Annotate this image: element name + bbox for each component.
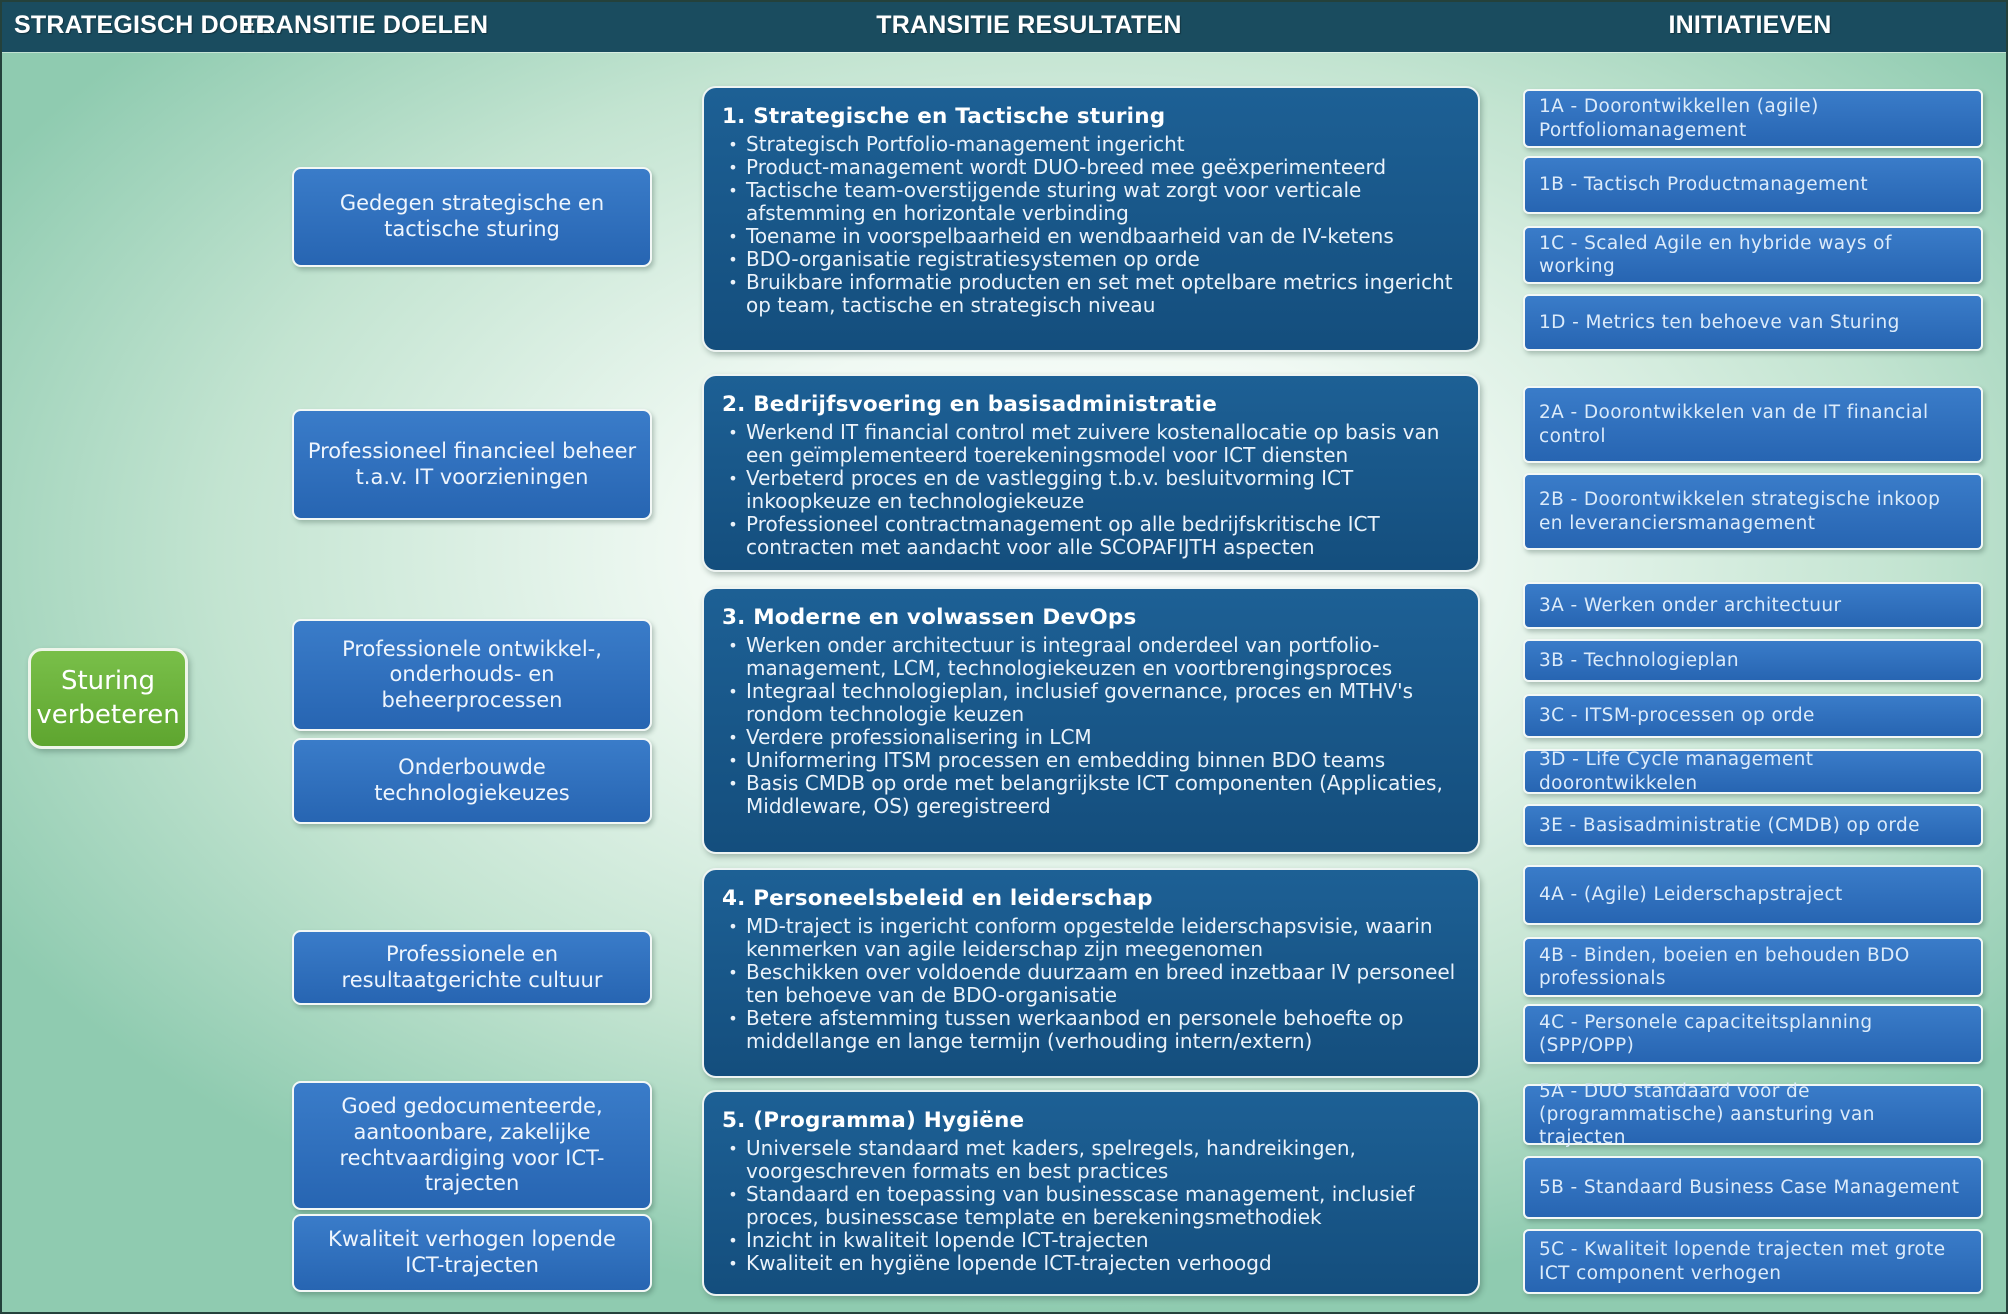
initiative-box	[1523, 156, 1983, 214]
result-bullet	[720, 225, 1456, 248]
initiative-label: 1B - Tactisch Productmanagement	[1539, 174, 1869, 196]
initiative-box	[1523, 749, 1983, 794]
result-bullet	[720, 961, 1456, 1007]
result-bullet-text: Universele standaard met kaders, spelregels, handreikingen, voorgeschreven formats en best practices	[746, 1136, 1356, 1183]
bullet-icon: •	[728, 1185, 738, 1204]
result-title: 1. Strategische en Tactische sturing	[722, 104, 1166, 129]
initiative-label: 4B - Binden, boeien en behouden BDO professionals	[1539, 944, 1910, 989]
bullet-icon: •	[728, 963, 738, 982]
initiative-box	[1523, 694, 1983, 738]
result-bullet	[720, 1183, 1456, 1229]
initiative-box	[1523, 1080, 1983, 1149]
transition-goal-box	[292, 930, 652, 1005]
result-bullet	[720, 421, 1456, 467]
transition-goal-box	[292, 738, 652, 824]
transition-goal-label: Professioneel financieel beheer t.a.v. IT voorzieningen	[307, 438, 637, 489]
transition-goal-label: Professionele en resultaatgerichte cultuur	[341, 941, 603, 992]
initiative-box	[1523, 294, 1983, 351]
bullet-icon: •	[728, 273, 738, 292]
bullet-icon: •	[728, 469, 738, 488]
result-bullet-text: Product-management wordt DUO-breed mee geëxperimenteerd	[746, 155, 1387, 179]
result-bullet-text: Tactische team-overstijgende sturing wat zorgt voor verticale afstemming en horizontale verbinding	[746, 178, 1362, 225]
initiative-box	[1523, 804, 1983, 847]
transition-goal-label: Goed gedocumenteerde, aantoonbare, zakelijke rechtvaardiging voor ICT-trajecten	[339, 1094, 605, 1196]
bullet-icon: •	[728, 423, 738, 442]
result-bullet	[720, 634, 1456, 680]
initiative-box	[1523, 1156, 1983, 1219]
bullet-icon: •	[728, 250, 738, 269]
initiative-box	[1523, 865, 1983, 925]
column-header-transitie-resultaten: TRANSITIE RESULTATEN	[876, 11, 1182, 39]
result-bullet	[720, 179, 1456, 225]
transition-goal-label: Professionele ontwikkel-, onderhouds- en beheerprocessen	[342, 636, 602, 712]
initiative-label: 4C - Personele capaciteitsplanning (SPP/OPP)	[1539, 1011, 1873, 1056]
result-bullet-text: Professioneel contractmanagement op alle bedrijfskritische ICT contracten met aandacht voor alle SCOPAFIJTH aspecten	[746, 512, 1380, 559]
bullet-icon: •	[728, 636, 738, 655]
result-bullet-text: Kwaliteit en hygiëne lopende ICT-trajecten verhoogd	[746, 1251, 1272, 1275]
initiative-label: 3E - Basisadministratie (CMDB) op orde	[1539, 814, 1920, 836]
initiative-label: 5C - Kwaliteit lopende trajecten met grote ICT component verhogen	[1539, 1239, 1946, 1284]
bullet-icon: •	[728, 181, 738, 200]
result-title: 5. (Programma) Hygiëne	[722, 1108, 1025, 1133]
bullet-icon: •	[728, 158, 738, 177]
result-bullet-text: BDO-organisatie registratiesystemen op orde	[746, 247, 1200, 271]
initiative-label: 3D - Life Cycle management doorontwikkelen	[1539, 749, 1814, 794]
header-bar	[2, 2, 2006, 52]
result-bullet	[720, 1229, 1456, 1252]
initiative-label: 1D - Metrics ten behoeve van Sturing	[1539, 311, 1900, 333]
transition-result-box	[702, 86, 1480, 352]
initiative-box	[1523, 1229, 1983, 1294]
initiative-box	[1523, 386, 1983, 463]
transition-goal-box	[292, 409, 652, 520]
transition-goal-label: Kwaliteit verhogen lopende ICT-trajecten	[328, 1227, 616, 1277]
bullet-icon: •	[728, 135, 738, 154]
strategic-goal-label: Sturing verbeteren	[36, 665, 180, 730]
result-bullet	[720, 1137, 1456, 1183]
result-bullet	[720, 467, 1456, 513]
transition-result-box	[702, 587, 1480, 854]
result-bullet-text: Beschikken over voldoende duurzaam en breed inzetbaar IV personeel ten behoeve van de BDO-organisatie	[746, 960, 1456, 1007]
result-bullet-text: Werken onder architectuur is integraal onderdeel van portfolio-management, LCM, technologiekeuzen en voortbrengingsproces	[746, 633, 1393, 680]
bullet-icon: •	[728, 227, 738, 246]
result-bullet	[720, 248, 1456, 271]
result-bullet	[720, 133, 1456, 156]
result-bullet-text: Inzicht in kwaliteit lopende ICT-trajecten	[746, 1228, 1149, 1252]
transition-goal-label: Onderbouwde technologiekeuzes	[374, 755, 570, 805]
transition-result-box	[702, 374, 1480, 572]
bullet-icon: •	[728, 728, 738, 747]
result-bullet	[720, 680, 1456, 726]
initiative-label: 5B - Standaard Business Case Management	[1539, 1176, 1960, 1198]
result-title: 2. Bedrijfsvoering en basisadministratie	[722, 392, 1217, 417]
result-bullet-text: Toename in voorspelbaarheid en wendbaarheid van de IV-ketens	[746, 224, 1394, 248]
result-bullet	[720, 271, 1456, 317]
result-bullet-text: Uniformering ITSM processen en embedding binnen BDO teams	[746, 748, 1386, 772]
initiative-box	[1523, 582, 1983, 629]
result-bullet	[720, 749, 1456, 772]
bullet-icon: •	[728, 1139, 738, 1158]
result-bullet-text: Werkend IT financial control met zuivere kostenallocatie op basis van een geïmplementeerd toerekeningsmodel voor ICT diensten	[746, 420, 1440, 467]
initiative-box	[1523, 1004, 1983, 1064]
transition-goal-box	[292, 1081, 652, 1210]
initiative-box	[1523, 639, 1983, 682]
transition-goal-box	[292, 167, 652, 267]
initiative-box	[1523, 937, 1983, 997]
bullet-icon: •	[728, 682, 738, 701]
transition-goal-box	[292, 1214, 652, 1292]
result-bullet	[720, 156, 1456, 179]
transition-goal-box	[292, 619, 652, 731]
result-bullet	[720, 915, 1456, 961]
result-bullet-text: MD-traject is ingericht conform opgestelde leiderschapsvisie, waarin kenmerken van agile leiderschap zijn meegenomen	[746, 914, 1433, 961]
result-bullet-text: Betere afstemming tussen werkaanbod en personele behoefte op middellange en lange termijn (verhouding intern/extern)	[746, 1006, 1404, 1053]
result-bullet	[720, 1252, 1456, 1275]
initiative-box	[1523, 89, 1983, 148]
result-title: 3. Moderne en volwassen DevOps	[722, 605, 1137, 630]
result-bullet-text: Verbeterd proces en de vastlegging t.b.v. besluitvorming ICT inkoopkeuze en technologiekeuze	[746, 466, 1354, 513]
result-bullet	[720, 513, 1456, 559]
result-bullet-text: Strategisch Portfolio-management ingericht	[746, 132, 1185, 156]
initiative-label: 2A - Doorontwikkelen van de IT financial control	[1539, 402, 1929, 447]
bullet-icon: •	[728, 1254, 738, 1273]
initiative-label: 4A - (Agile) Leiderschapstraject	[1539, 884, 1843, 906]
initiative-box	[1523, 226, 1983, 284]
transition-goal-label: Gedegen strategische en tactische sturing	[339, 191, 605, 241]
strategic-goal-box	[28, 648, 188, 749]
bullet-icon: •	[728, 1009, 738, 1028]
column-header-strategisch-doel: STRATEGISCH DOEL	[14, 11, 271, 39]
initiative-label: 3C - ITSM-processen op orde	[1539, 705, 1815, 727]
column-header-transitie-doelen: TRANSITIE DOELEN	[242, 11, 489, 39]
bullet-icon: •	[728, 515, 738, 534]
result-bullet-text: Bruikbare informatie producten en set met optelbare metrics ingericht op team, tactische en strategisch niveau	[746, 270, 1453, 317]
transition-result-box	[702, 868, 1480, 1078]
transition-result-box	[702, 1090, 1480, 1296]
result-bullet-text: Integraal technologieplan, inclusief governance, proces en MTHV's rondom technologie keuzen	[746, 679, 1413, 726]
result-bullet-text: Standaard en toepassing van businesscase management, inclusief proces, businesscase template en berekeningsmethodiek	[746, 1182, 1415, 1229]
result-bullet	[720, 726, 1456, 749]
initiative-label: 5A - DUO standaard voor de (programmatische) aansturing van trajecten	[1539, 1080, 1875, 1149]
result-bullet-text: Verdere professionalisering in LCM	[746, 725, 1092, 749]
initiative-box	[1523, 473, 1983, 550]
bullet-icon: •	[728, 774, 738, 793]
initiative-label: 2B - Doorontwikkelen strategische inkoop en leveranciersmanagement	[1539, 489, 1941, 534]
result-bullet-text: Basis CMDB op orde met belangrijkste ICT componenten (Applicaties, Middleware, OS) geregistreerd	[746, 771, 1443, 818]
initiative-label: 3B - Technologieplan	[1539, 649, 1740, 671]
initiative-label: 3A - Werken onder architectuur	[1539, 594, 1842, 616]
bullet-icon: •	[728, 917, 738, 936]
result-bullet	[720, 1007, 1456, 1053]
result-title: 4. Personeelsbeleid en leiderschap	[722, 886, 1153, 911]
column-header-initiatieven: INITIATIEVEN	[1668, 11, 1832, 39]
bullet-icon: •	[728, 751, 738, 770]
result-bullet	[720, 772, 1456, 818]
bullet-icon: •	[728, 1231, 738, 1250]
initiative-label: 1A - Doorontwikkellen (agile) Portfoliomanagement	[1539, 96, 1819, 141]
initiative-label: 1C - Scaled Agile en hybride ways of working	[1539, 232, 1892, 277]
